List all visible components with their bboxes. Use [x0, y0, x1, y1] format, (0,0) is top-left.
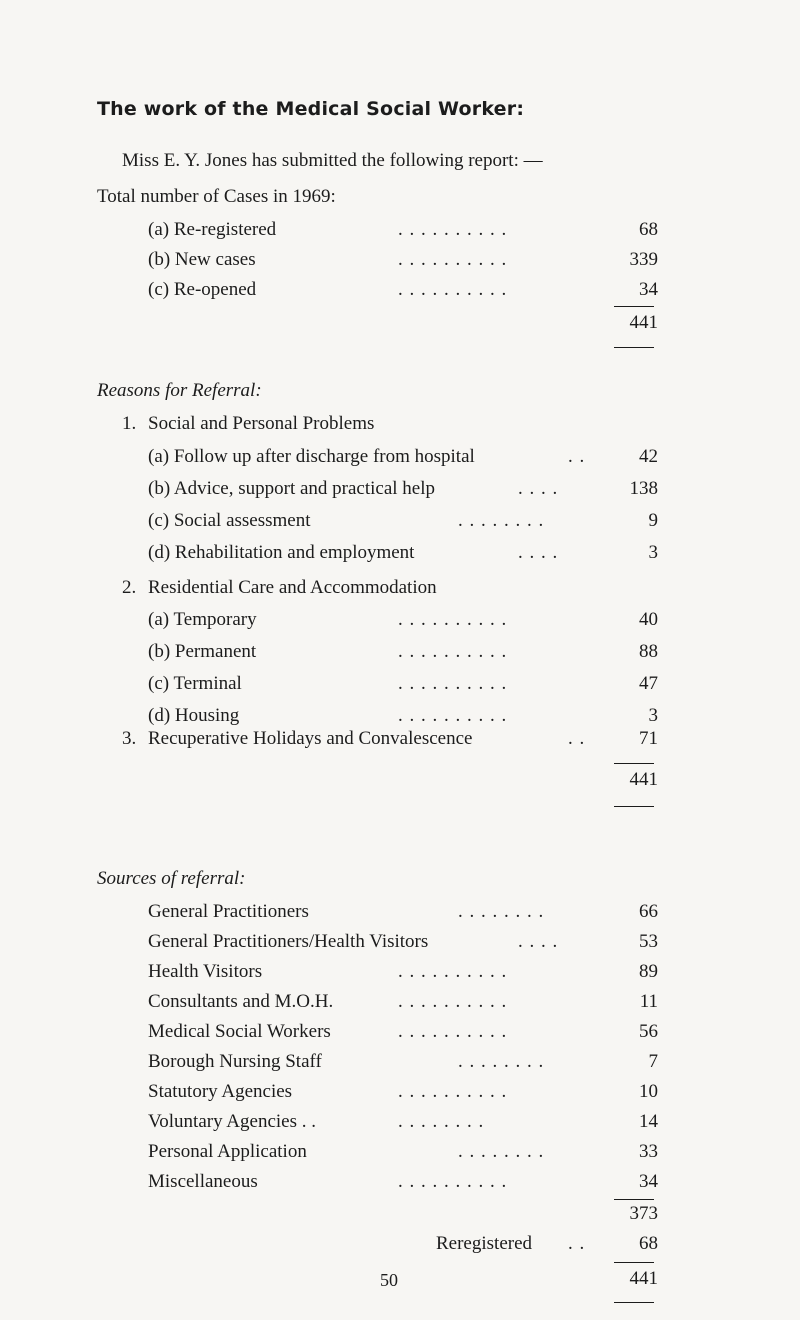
reason-value: 3: [648, 542, 658, 563]
leader-dots: . . . . . . . . . .: [398, 1021, 508, 1042]
leader-dots: . . . . . . . . . .: [398, 219, 508, 240]
sources-subtotal: 373: [629, 1203, 658, 1224]
source-value: 14: [639, 1111, 658, 1132]
case-row: [148, 219, 658, 245]
leader-dots: . . . .: [518, 478, 559, 499]
leader-dots: . .: [568, 728, 586, 749]
group-title: Recuperative Holidays and Convalescence: [148, 728, 473, 749]
page-heading: The work of the Medical Social Worker:: [97, 98, 525, 120]
source-row: [148, 1111, 658, 1137]
leader-dots: . . . . . . . . . .: [398, 991, 508, 1012]
case-row: [148, 249, 658, 275]
sum-rule: [614, 1199, 654, 1200]
reason-row: [148, 609, 658, 635]
sum-rule: [614, 1262, 654, 1263]
reregistered-row: [148, 1233, 658, 1259]
source-row: [148, 1171, 658, 1197]
source-label: Miscellaneous: [148, 1171, 258, 1192]
source-row: [148, 991, 658, 1017]
group-number: 2.: [122, 577, 137, 598]
source-row: [148, 901, 658, 927]
source-value: 34: [639, 1171, 658, 1192]
sum-rule: [614, 763, 654, 764]
case-value: 68: [639, 219, 658, 240]
reason-label: (b) Permanent: [148, 641, 257, 662]
case-label: (b) New cases: [148, 249, 256, 270]
reasons-total-row: [598, 769, 658, 795]
sum-rule: [614, 306, 654, 307]
leader-dots: . . . . . . . . . .: [398, 705, 508, 726]
leader-dots: . . . . . . . .: [398, 1111, 485, 1132]
leader-dots: . . . . . . . .: [458, 1051, 545, 1072]
source-label: Personal Application: [148, 1141, 307, 1162]
reason-value: 40: [639, 609, 658, 630]
reregistered-value: 68: [639, 1233, 658, 1254]
intro-text: Miss E. Y. Jones has submitted the following report: —: [122, 150, 543, 171]
sources-subtotal-row: [598, 1203, 658, 1229]
sources-title-rest: of referral:: [156, 868, 246, 889]
reason-row: [148, 542, 658, 568]
reason-row: [148, 510, 658, 536]
reason-value: 47: [639, 673, 658, 694]
sources-title-italic: Sources: [97, 868, 157, 889]
reason-value: 138: [629, 478, 658, 499]
leader-dots: . . . . . . . .: [458, 510, 545, 531]
total-rule: [614, 347, 654, 348]
source-label: General Practitioners: [148, 901, 309, 922]
reregistered-label: Reregistered: [436, 1233, 533, 1254]
reason-row: [148, 478, 658, 504]
leader-dots: . . . . . . . . . .: [398, 249, 508, 270]
source-value: 11: [639, 991, 658, 1012]
reason-label: (d) Housing: [148, 705, 240, 726]
source-label: Consultants and M.O.H.: [148, 991, 334, 1012]
reason-row: [148, 446, 658, 472]
leader-dots: . . . .: [518, 931, 559, 952]
case-label: (c) Re-opened: [148, 279, 257, 300]
leader-dots: . . . . . . . . . .: [398, 1081, 508, 1102]
leader-dots: . .: [568, 446, 586, 467]
sources-title: [97, 868, 245, 890]
source-value: 66: [639, 901, 658, 922]
group-title: Social and Personal Problems: [148, 413, 375, 434]
source-value: 56: [639, 1021, 658, 1042]
source-value: 10: [639, 1081, 658, 1102]
leader-dots: . . . . . . . . . .: [398, 279, 508, 300]
source-row: [148, 931, 658, 957]
source-value: 7: [648, 1051, 658, 1072]
source-label: Voluntary Agencies . .: [148, 1111, 316, 1132]
source-value: 33: [639, 1141, 658, 1162]
total-rule: [614, 806, 654, 807]
reason-label: (c) Terminal: [148, 673, 242, 694]
reason-value: 42: [639, 446, 658, 467]
leader-dots: . . . . . . . .: [458, 901, 545, 922]
case-value: 34: [639, 279, 658, 300]
group-number: 1.: [122, 413, 137, 434]
page-number: 50: [380, 1270, 398, 1290]
cases-total: 441: [629, 312, 658, 333]
reason-label: (b) Advice, support and practical help: [148, 478, 436, 499]
total-rule: [614, 1302, 654, 1303]
reasons-total: 441: [629, 769, 658, 790]
source-label: General Practitioners/Health Visitors: [148, 931, 429, 952]
leader-dots: . . . . . . . . . .: [398, 673, 508, 694]
reason-label: (a) Follow up after discharge from hospital: [148, 446, 475, 467]
case-value: 339: [629, 249, 658, 270]
sources-total: 441: [629, 1268, 658, 1289]
leader-dots: . . . . . . . .: [458, 1141, 545, 1162]
case-row: [148, 279, 658, 305]
reason-row: [148, 673, 658, 699]
leader-dots: . . . .: [518, 542, 559, 563]
source-value: 89: [639, 961, 658, 982]
source-label: Borough Nursing Staff: [148, 1051, 322, 1072]
reason-label: (a) Temporary: [148, 609, 257, 630]
source-row: [148, 1021, 658, 1047]
reason-value: 88: [639, 641, 658, 662]
reason-value: 71: [639, 728, 658, 749]
leader-dots: . .: [568, 1233, 586, 1254]
case-label: (a) Re-registered: [148, 219, 277, 240]
reasons-title-rest: for Referral:: [160, 380, 262, 401]
reason-value: 9: [648, 510, 658, 531]
cases-total-row: [598, 312, 658, 338]
reason-row: [148, 641, 658, 667]
source-row: [148, 961, 658, 987]
source-row: [148, 1141, 658, 1167]
reason-value: 3: [648, 705, 658, 726]
reasons-title: [97, 380, 262, 402]
source-row: [148, 1081, 658, 1107]
reason-row: [148, 728, 658, 754]
cases-title: Total number of Cases in 1969:: [97, 186, 336, 207]
source-row: [148, 1051, 658, 1077]
group-title: Residential Care and Accommodation: [148, 577, 437, 598]
reason-label: (d) Rehabilitation and employment: [148, 542, 415, 563]
leader-dots: . . . . . . . . . .: [398, 1171, 508, 1192]
source-value: 53: [639, 931, 658, 952]
leader-dots: . . . . . . . . . .: [398, 641, 508, 662]
leader-dots: . . . . . . . . . .: [398, 609, 508, 630]
reasons-title-italic: Reasons: [97, 380, 161, 401]
sources-total-row: [598, 1268, 658, 1294]
source-label: Statutory Agencies: [148, 1081, 293, 1102]
source-label: Health Visitors: [148, 961, 263, 982]
leader-dots: . . . . . . . . . .: [398, 961, 508, 982]
reason-label: (c) Social assessment: [148, 510, 311, 531]
source-label: Medical Social Workers: [148, 1021, 331, 1042]
group-number: 3.: [122, 728, 137, 749]
